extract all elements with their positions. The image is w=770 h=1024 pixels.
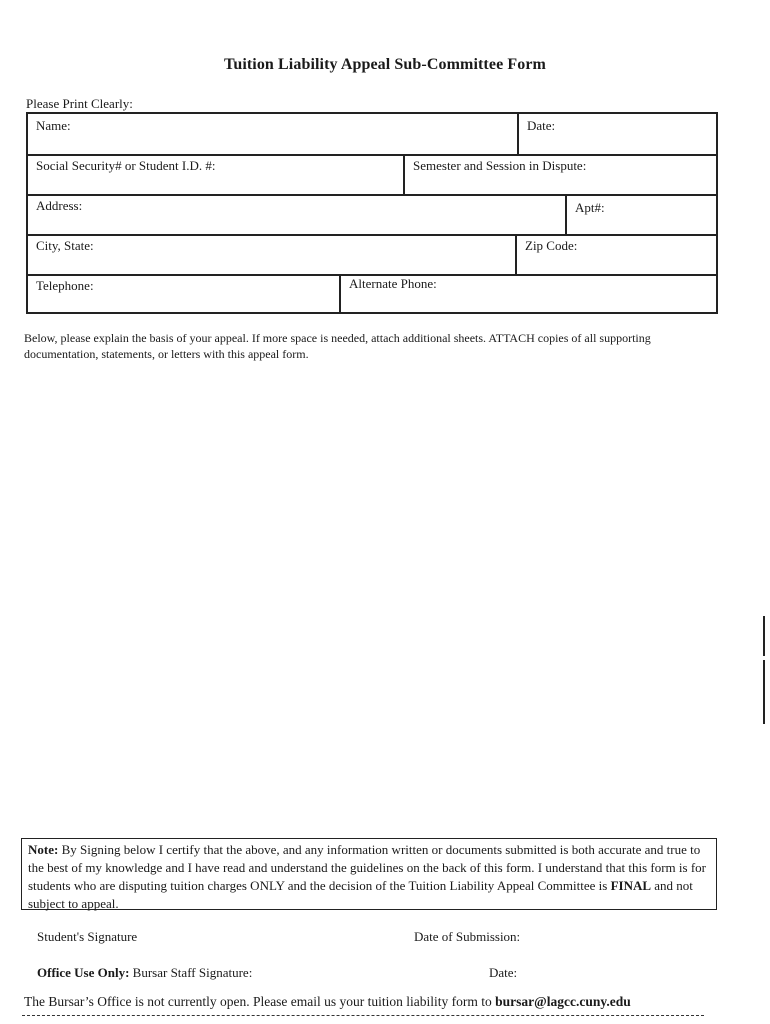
alternate-phone-field[interactable]: [339, 274, 716, 314]
address-label: Address:: [36, 198, 83, 213]
appeal-instructions: Below, please explain the basis of your appeal. If more space is needed, attach additional sheets. ATTACH copies of all supporting documentation, statements, or letters with this appeal form.: [24, 331, 651, 361]
print-clearly-label: Please Print Clearly:: [26, 96, 133, 111]
name-field[interactable]: [28, 114, 517, 154]
apt-label: Apt#:: [575, 200, 605, 215]
city-state-field[interactable]: [28, 234, 515, 274]
student-id-field[interactable]: [28, 154, 403, 194]
form-row-name: [28, 114, 716, 156]
city-state-label: City, State:: [36, 238, 94, 253]
form-title: Tuition Liability Appeal Sub-Committee Form: [224, 56, 546, 73]
address-field[interactable]: [28, 194, 565, 234]
semester-field[interactable]: [403, 154, 716, 194]
notice-text: The Bursar’s Office is not currently open. Please email us your tuition liability form to: [24, 994, 496, 1009]
dashed-divider: [22, 1015, 704, 1016]
note-final: FINAL: [610, 878, 652, 893]
note-text-end: and not subject to appeal.: [28, 878, 693, 911]
edge-mark: [763, 660, 765, 724]
note-label: Note:: [28, 842, 59, 857]
bursar-email-link[interactable]: bursar@lagcc.cuny.edu: [495, 994, 631, 1009]
student-info-table: [26, 112, 718, 314]
form-row-city: [28, 234, 716, 276]
zip-label: Zip Code:: [525, 238, 578, 253]
telephone-label: Telephone:: [36, 278, 94, 293]
bursar-office-notice: [24, 994, 631, 1010]
name-label: Name:: [36, 118, 71, 133]
alternate-phone-label: Alternate Phone:: [349, 276, 437, 291]
semester-label: Semester and Session in Dispute:: [413, 158, 587, 173]
form-row-phone: [28, 274, 716, 314]
telephone-field[interactable]: [28, 274, 339, 314]
date-label: Date:: [527, 118, 556, 133]
office-use-line: [37, 965, 252, 981]
certification-note: [21, 838, 717, 910]
office-date-label: Date:: [489, 965, 518, 980]
bursar-staff-signature-label: Bursar Staff Signature:: [129, 965, 253, 980]
office-use-label: Office Use Only:: [37, 965, 130, 980]
apt-field[interactable]: [565, 194, 716, 234]
edge-mark: [763, 616, 765, 656]
date-of-submission-label: Date of Submission:: [414, 929, 521, 944]
date-field[interactable]: [517, 114, 716, 154]
form-row-id: [28, 154, 716, 196]
note-text: By Signing below I certify that the above, and any information written or documents submitted is both accurate and true to the best of my knowledge and I have read and understand the guidelines on the back of this form. I understand that this form is for students who are disputing tuition charges ONLY and the decision of the Tuition Liability Appeal Committee is: [28, 842, 706, 893]
student-signature-label: Student's Signature: [37, 929, 138, 944]
form-row-address: [28, 194, 716, 236]
student-id-label: Social Security# or Student I.D. #:: [36, 158, 216, 173]
zip-field[interactable]: [515, 234, 716, 274]
